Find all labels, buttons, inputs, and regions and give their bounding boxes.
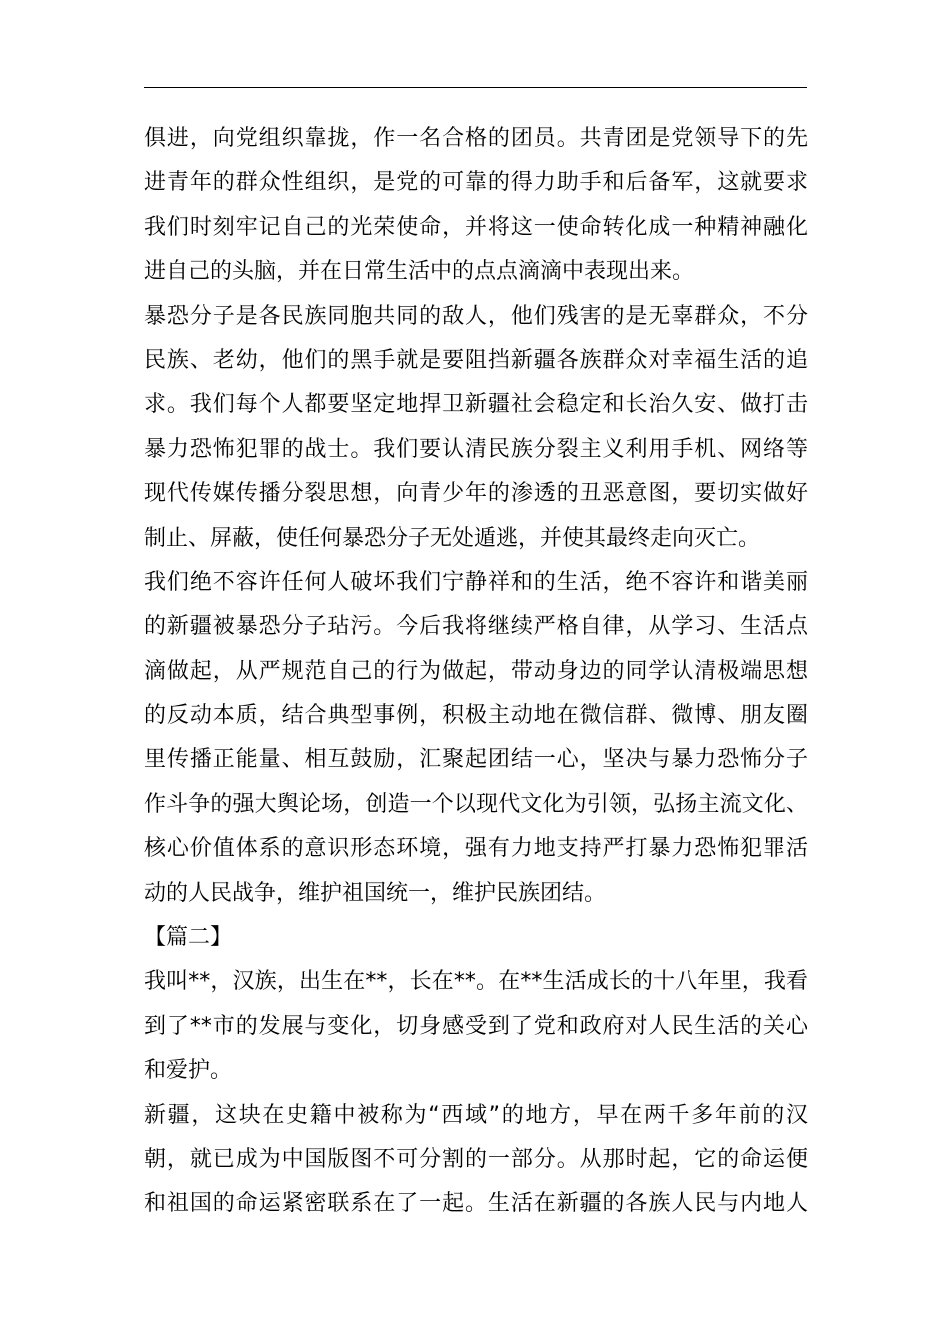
header-rule bbox=[144, 87, 807, 88]
text-line: 进自己的头脑，并在日常生活中的点点滴滴中表现出来。 bbox=[144, 259, 695, 285]
text-line: 朝，就已成为中国版图不可分割的一部分。从那时起，它的命运便 bbox=[144, 1146, 808, 1172]
text-line: 作斗争的强大舆论场，创造一个以现代文化为引领，弘扬主流文化、 bbox=[144, 791, 808, 817]
text-line: 求。我们每个人都要坚定地捍卫新疆社会稳定和长治久安、做打击 bbox=[144, 392, 808, 418]
text-line: 的反动本质，结合典型事例，积极主动地在微信群、微博、朋友圈 bbox=[144, 703, 808, 729]
text-line: 我们时刻牢记自己的光荣使命，并将这一使命转化成一种精神融化 bbox=[144, 214, 808, 240]
text-line: 新疆，这块在史籍中被称为“西域”的地方，早在两千多年前的汉 bbox=[144, 1102, 808, 1128]
text-line: 现代传媒传播分裂思想，向青少年的渗透的丑恶意图，要切实做好 bbox=[144, 481, 808, 507]
text-line: 我们绝不容许任何人破坏我们宁静祥和的生活，绝不容许和谐美丽 bbox=[144, 569, 808, 595]
text-line: 和祖国的命运紧密联系在了一起。生活在新疆的各族人民与内地人 bbox=[144, 1191, 808, 1217]
text-line: 核心价值体系的意识形态环境，强有力地支持严打暴力恐怖犯罪活 bbox=[144, 836, 808, 862]
text-line: 民族、老幼，他们的黑手就是要阻挡新疆各族群众对幸福生活的追 bbox=[144, 347, 808, 373]
text-line: 制止、屏蔽，使任何暴恐分子无处遁逃，并使其最终走向灭亡。 bbox=[144, 525, 761, 551]
text-line: 暴恐分子是各民族同胞共同的敌人，他们残害的是无辜群众，不分 bbox=[144, 303, 808, 329]
text-line: 到了**市的发展与变化，切身感受到了党和政府对人民生活的关心 bbox=[144, 1013, 808, 1039]
document-body bbox=[144, 117, 808, 1227]
text-line: 滴做起，从严规范自己的行为做起，带动身边的同学认清极端思想 bbox=[144, 658, 808, 684]
text-line: 【篇二】 bbox=[144, 925, 233, 951]
text-line: 动的人民战争，维护祖国统一，维护民族团结。 bbox=[144, 880, 607, 906]
text-line: 的新疆被暴恐分子玷污。今后我将继续严格自律，从学习、生活点 bbox=[144, 614, 808, 640]
text-line: 和爱护。 bbox=[144, 1058, 233, 1084]
text-line: 里传播正能量、相互鼓励，汇聚起团结一心，坚决与暴力恐怖分子 bbox=[144, 747, 808, 773]
text-line: 俱进，向党组织靠拢，作一名合格的团员。共青团是党领导下的先 bbox=[144, 126, 808, 151]
text-line: 进青年的群众性组织，是党的可靠的得力助手和后备军，这就要求 bbox=[144, 170, 808, 196]
text-line: 暴力恐怖犯罪的战士。我们要认清民族分裂主义利用手机、网络等 bbox=[144, 436, 808, 462]
text-line: 我叫**，汉族，出生在**，长在**。在**生活成长的十八年里，我看 bbox=[144, 969, 808, 995]
